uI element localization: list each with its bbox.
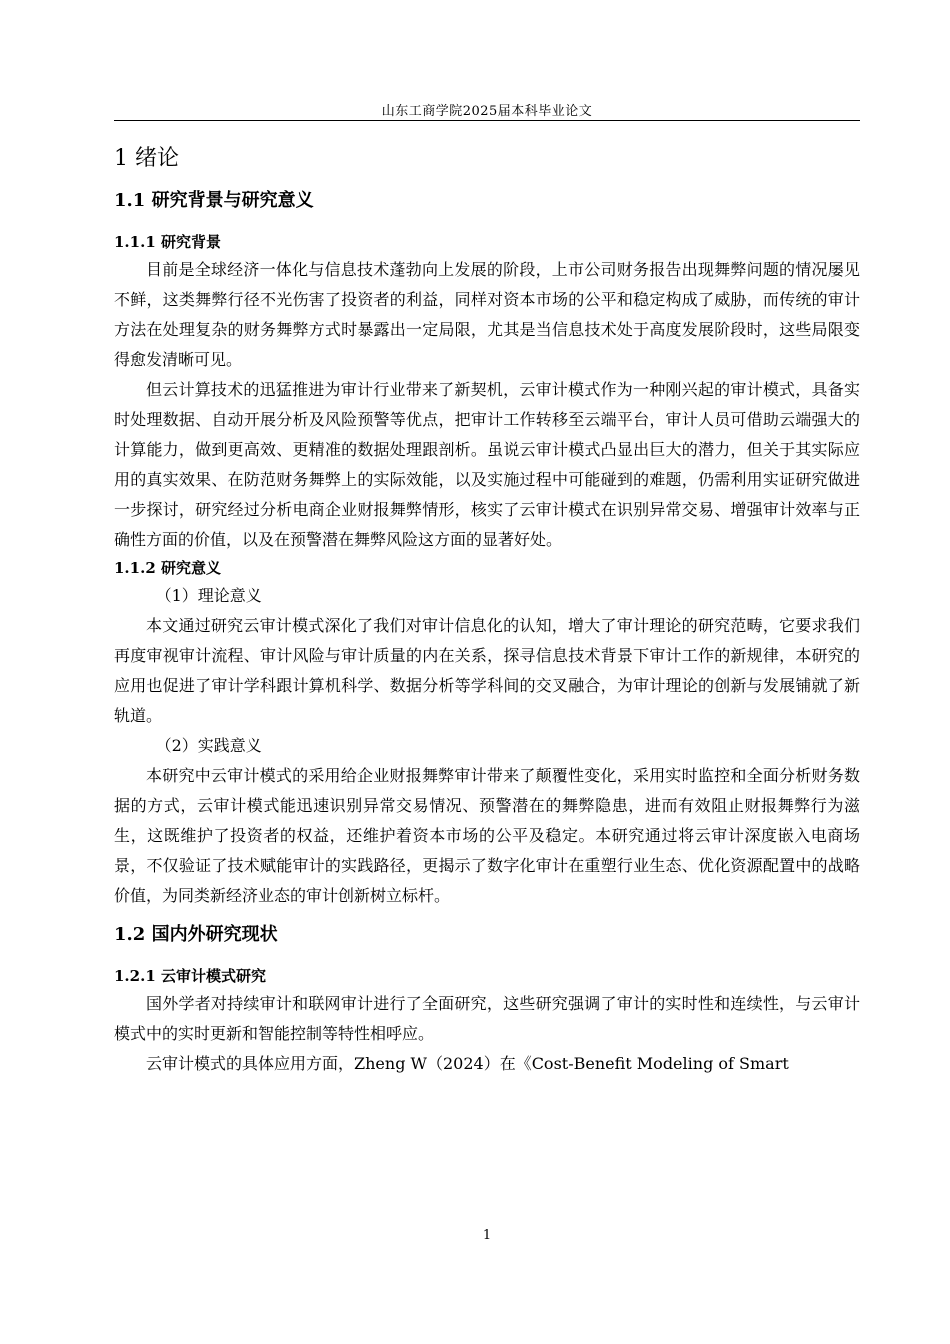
paragraph: 云审计模式的具体应用方面，Zheng W（2024）在《Cost-Benefit Modeling of Smart (146, 1054, 789, 1073)
subsection-title-1-1-1: 1.1.1 研究背景 (114, 233, 221, 251)
section-title-1-1: 1.1 研究背景与研究意义 (114, 190, 314, 211)
paragraph: 目前是全球经济一体化与信息技术蓬勃向上发展的阶段，上市公司财务报告出现舞弊问题的情况屡见不鲜，这类舞弊行径不光伤害了投资者的利益，同样对资本市场的公平和稳定构成了威胁，而传统的审计方法在处理复杂的财务舞弊方式时暴露出一定局限，尤其是当信息技术处于高度发展阶段时，这些局限变得愈发清晰可见。 (114, 260, 860, 369)
paragraph: 本文通过研究云审计模式深化了我们对审计信息化的认知，增大了审计理论的研究范畴，它要求我们再度审视审计流程、审计风险与审计质量的内在关系，探寻信息技术背景下审计工作的新规律，本研究的应用也促进了审计学科跟计算机科学、数据分析等学科间的交叉融合，为审计理论的创新与发展铺就了新轨道。 (114, 616, 860, 725)
chapter-title: 1 绪论 (114, 146, 179, 171)
paragraph: 但云计算技术的迅猛推进为审计行业带来了新契机，云审计模式作为一种刚兴起的审计模式，具备实时处理数据、自动开展分析及风险预警等优点，把审计工作转移至云端平台，审计人员可借助云端强大的计算能力，做到更高效、更精准的数据处理跟剖析。虽说云审计模式凸显出巨大的潜力，但关于其实际应用的真实效果、在防范财务舞弊上的实际效能，以及实施过程中可能碰到的难题，仍需利用实证研究做进一步探讨，研究经过分析电商企业财报舞弊情形，核实了云审计模式在识别异常交易、增强审计效率与正确性方面的价值，以及在预警潜在舞弊风险这方面的显著好处。 (114, 380, 860, 549)
page-number: 1 (482, 1228, 492, 1243)
section-title-1-2: 1.2 国内外研究现状 (114, 924, 278, 945)
header-rule (114, 120, 860, 121)
subsection-title-1-1-2: 1.1.2 研究意义 (114, 559, 221, 577)
practice-significance-label: （2）实践意义 (155, 736, 262, 755)
theory-significance-label: （1）理论意义 (155, 586, 262, 605)
subsection-title-1-2-1: 1.2.1 云审计模式研究 (114, 967, 266, 985)
paragraph: 国外学者对持续审计和联网审计进行了全面研究，这些研究强调了审计的实时性和连续性，与云审计模式中的实时更新和智能控制等特性相呼应。 (114, 994, 860, 1043)
running-header: 山东工商学院2025届本科毕业论文 (381, 104, 593, 119)
page-content (114, 143, 860, 1079)
paragraph: 本研究中云审计模式的采用给企业财报舞弊审计带来了颠覆性变化，采用实时监控和全面分析财务数据的方式，云审计模式能迅速识别异常交易情况、预警潜在的舞弊隐患，进而有效阻止财报舞弊行为滋生，这既维护了投资者的权益，还维护着资本市场的公平及稳定。本研究通过将云审计深度嵌入电商场景，不仅验证了技术赋能审计的实践路径，更揭示了数字化审计在重塑行业生态、优化资源配置中的战略价值，为同类新经济业态的审计创新树立标杆。 (114, 766, 860, 905)
